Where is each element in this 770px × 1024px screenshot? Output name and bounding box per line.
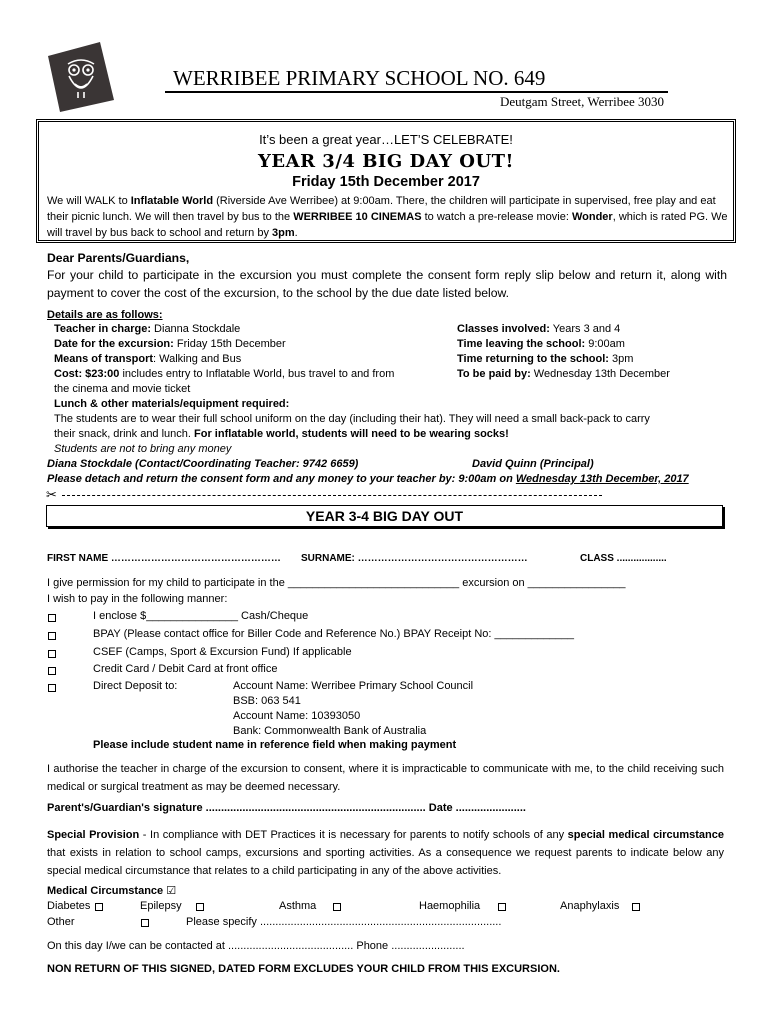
- event-date: Friday 15th December 2017: [292, 174, 480, 190]
- card-checkbox[interactable]: [48, 667, 56, 675]
- permission-statement: I give permission for my child to participate in the ____________________________ excursion on ________________: [47, 577, 626, 589]
- event-info-box: [38, 121, 734, 241]
- salutation: Dear Parents/Guardians,: [47, 251, 190, 265]
- contact-line[interactable]: On this day I/we can be contacted at ......................................... Phone ........................: [47, 940, 465, 952]
- anaphylaxis-label: Anaphylaxis: [560, 900, 620, 912]
- cost-continued: the cinema and movie ticket: [54, 383, 191, 395]
- school-name: WERRIBEE PRIMARY SCHOOL NO. 649: [173, 66, 546, 90]
- details-heading: Details are as follows:: [47, 309, 163, 321]
- teacher-in-charge: Teacher in charge: Dianna Stockdale: [54, 323, 241, 335]
- opt-bpay: BPAY (Please contact office for Biller Code and Reference No.) BPAY Receipt No: _____________: [93, 628, 575, 640]
- event-description: We will WALK to Inflatable World (Riverside Ave Werribee) at 9:00am. There, the children will participate in supervised, free play and eat their picnic lunch. We will then travel by bus to the WERRIBEE 10 CINEMAS to watch a pre-release movie: Wonder, which is rated PG. We will travel by bus back to school and return by 3pm.: [47, 195, 728, 239]
- haemophilia-label: Haemophilia: [419, 900, 481, 912]
- cut-line: [62, 495, 602, 496]
- tagline: It’s been a great year…LET’S CELEBRATE!: [259, 132, 513, 147]
- lunch-line-3: Students are not to bring any money: [54, 443, 232, 455]
- account-name: Account Name: Werribee Primary School Council: [233, 680, 474, 692]
- time-leaving: Time leaving the school: 9:00am: [457, 338, 625, 350]
- scissors-icon: ✂: [46, 487, 57, 502]
- detach-instruction: Please detach and return the consent form and any money to your teacher by: 9:00am on Wednesday 13th December, 2017: [47, 473, 689, 485]
- title-divider: [165, 91, 668, 93]
- asthma-label: Asthma: [279, 900, 317, 912]
- enclose-checkbox[interactable]: [48, 614, 56, 622]
- non-return-warning: NON RETURN OF THIS SIGNED, DATED FORM EXCLUDES YOUR CHILD FROM THIS EXCURSION.: [47, 963, 560, 975]
- epilepsy-checkbox[interactable]: [196, 903, 204, 911]
- school-address: Deutgam Street, Werribee 3030: [499, 94, 664, 109]
- csef-checkbox[interactable]: [48, 650, 56, 658]
- medical-heading: Medical Circumstance ☑: [47, 884, 177, 897]
- pay-intro: I wish to pay in the following manner:: [47, 593, 228, 605]
- authorise-statement: I authorise the teacher in charge of the excursion to consent, where it is impracticable to communicate with me, to the child receiving such medical or surgical treatment as may be deemed necessary.: [47, 763, 724, 793]
- transport: Means of transport: Walking and Bus: [54, 353, 242, 365]
- opt-csef: CSEF (Camps, Sport & Excursion Fund) If applicable: [93, 646, 352, 658]
- school-owl-logo: [48, 42, 114, 112]
- letter-body: For your child to participate in the excursion you must complete the consent form reply slip below and return it, along with payment to cover the cost of the excursion, to the school by the due date listed below.: [47, 268, 727, 300]
- diabetes-checkbox[interactable]: [95, 903, 103, 911]
- other-checkbox[interactable]: [141, 919, 149, 927]
- other-label: Other: [47, 916, 75, 928]
- asthma-checkbox[interactable]: [333, 903, 341, 911]
- diabetes-label: Diabetes: [47, 900, 91, 912]
- lunch-line-1: The students are to wear their full school uniform on the day (including their hat). They will need a small back-pack to carry: [54, 413, 650, 425]
- direct-deposit-checkbox[interactable]: [48, 684, 56, 692]
- reference-note: Please include student name in reference field when making payment: [93, 739, 457, 751]
- anaphylaxis-checkbox[interactable]: [632, 903, 640, 911]
- event-title: YEAR 3/4 BIG DAY OUT!: [258, 151, 514, 172]
- signature-line[interactable]: Parent's/Guardian's signature ........................................................................ Date .......................: [47, 802, 526, 814]
- excursion-date: Date for the excursion: Friday 15th December: [54, 338, 286, 350]
- lunch-line-2: their snack, drink and lunch. For inflatable world, students will need to be wearing socks!: [54, 428, 509, 440]
- paid-by: To be paid by: Wednesday 13th December: [457, 368, 670, 380]
- principal: David Quinn (Principal): [472, 458, 594, 470]
- opt-enclose: I enclose $_______________ Cash/Cheque: [93, 610, 309, 622]
- bank: Bank: Commonwealth Bank of Australia: [233, 725, 427, 737]
- cost: Cost: $23:00 includes entry to Inflatable World, bus travel to and from: [54, 368, 395, 380]
- contact-teacher: Diana Stockdale (Contact/Coordinating Teacher: 9742 6659): [47, 458, 359, 470]
- please-specify-field[interactable]: Please specify ...............................................................................: [186, 916, 502, 928]
- account-number: Account Name: 10393050: [233, 710, 361, 722]
- opt-direct: Direct Deposit to:: [93, 680, 178, 692]
- bpay-checkbox[interactable]: [48, 632, 56, 640]
- epilepsy-label: Epilepsy: [140, 900, 182, 912]
- checked-icon: ☑: [166, 884, 177, 897]
- bsb: BSB: 063 541: [233, 695, 301, 707]
- haemophilia-checkbox[interactable]: [498, 903, 506, 911]
- opt-card: Credit Card / Debit Card at front office: [93, 663, 278, 675]
- classes-involved: Classes involved: Years 3 and 4: [457, 323, 621, 335]
- first-name-field[interactable]: FIRST NAME ……………………………………………: [47, 553, 281, 564]
- slip-title: YEAR 3-4 BIG DAY OUT: [46, 505, 723, 527]
- special-provision: Special Provision - In compliance with DET Practices it is necessary for parents to notify schools of any special medical circumstance that exists in relation to school camps, excursions and sporting activities. As a consequence we request parents to indicate below any special medical circumstance that relates to a child participating in any of the above activities.: [47, 829, 724, 877]
- surname-field[interactable]: SURNAME: ……………………………………………: [301, 553, 528, 564]
- time-returning: Time returning to the school: 3pm: [457, 353, 634, 365]
- lunch-heading: Lunch & other materials/equipment required:: [54, 398, 290, 410]
- class-field[interactable]: CLASS ..................: [580, 553, 667, 564]
